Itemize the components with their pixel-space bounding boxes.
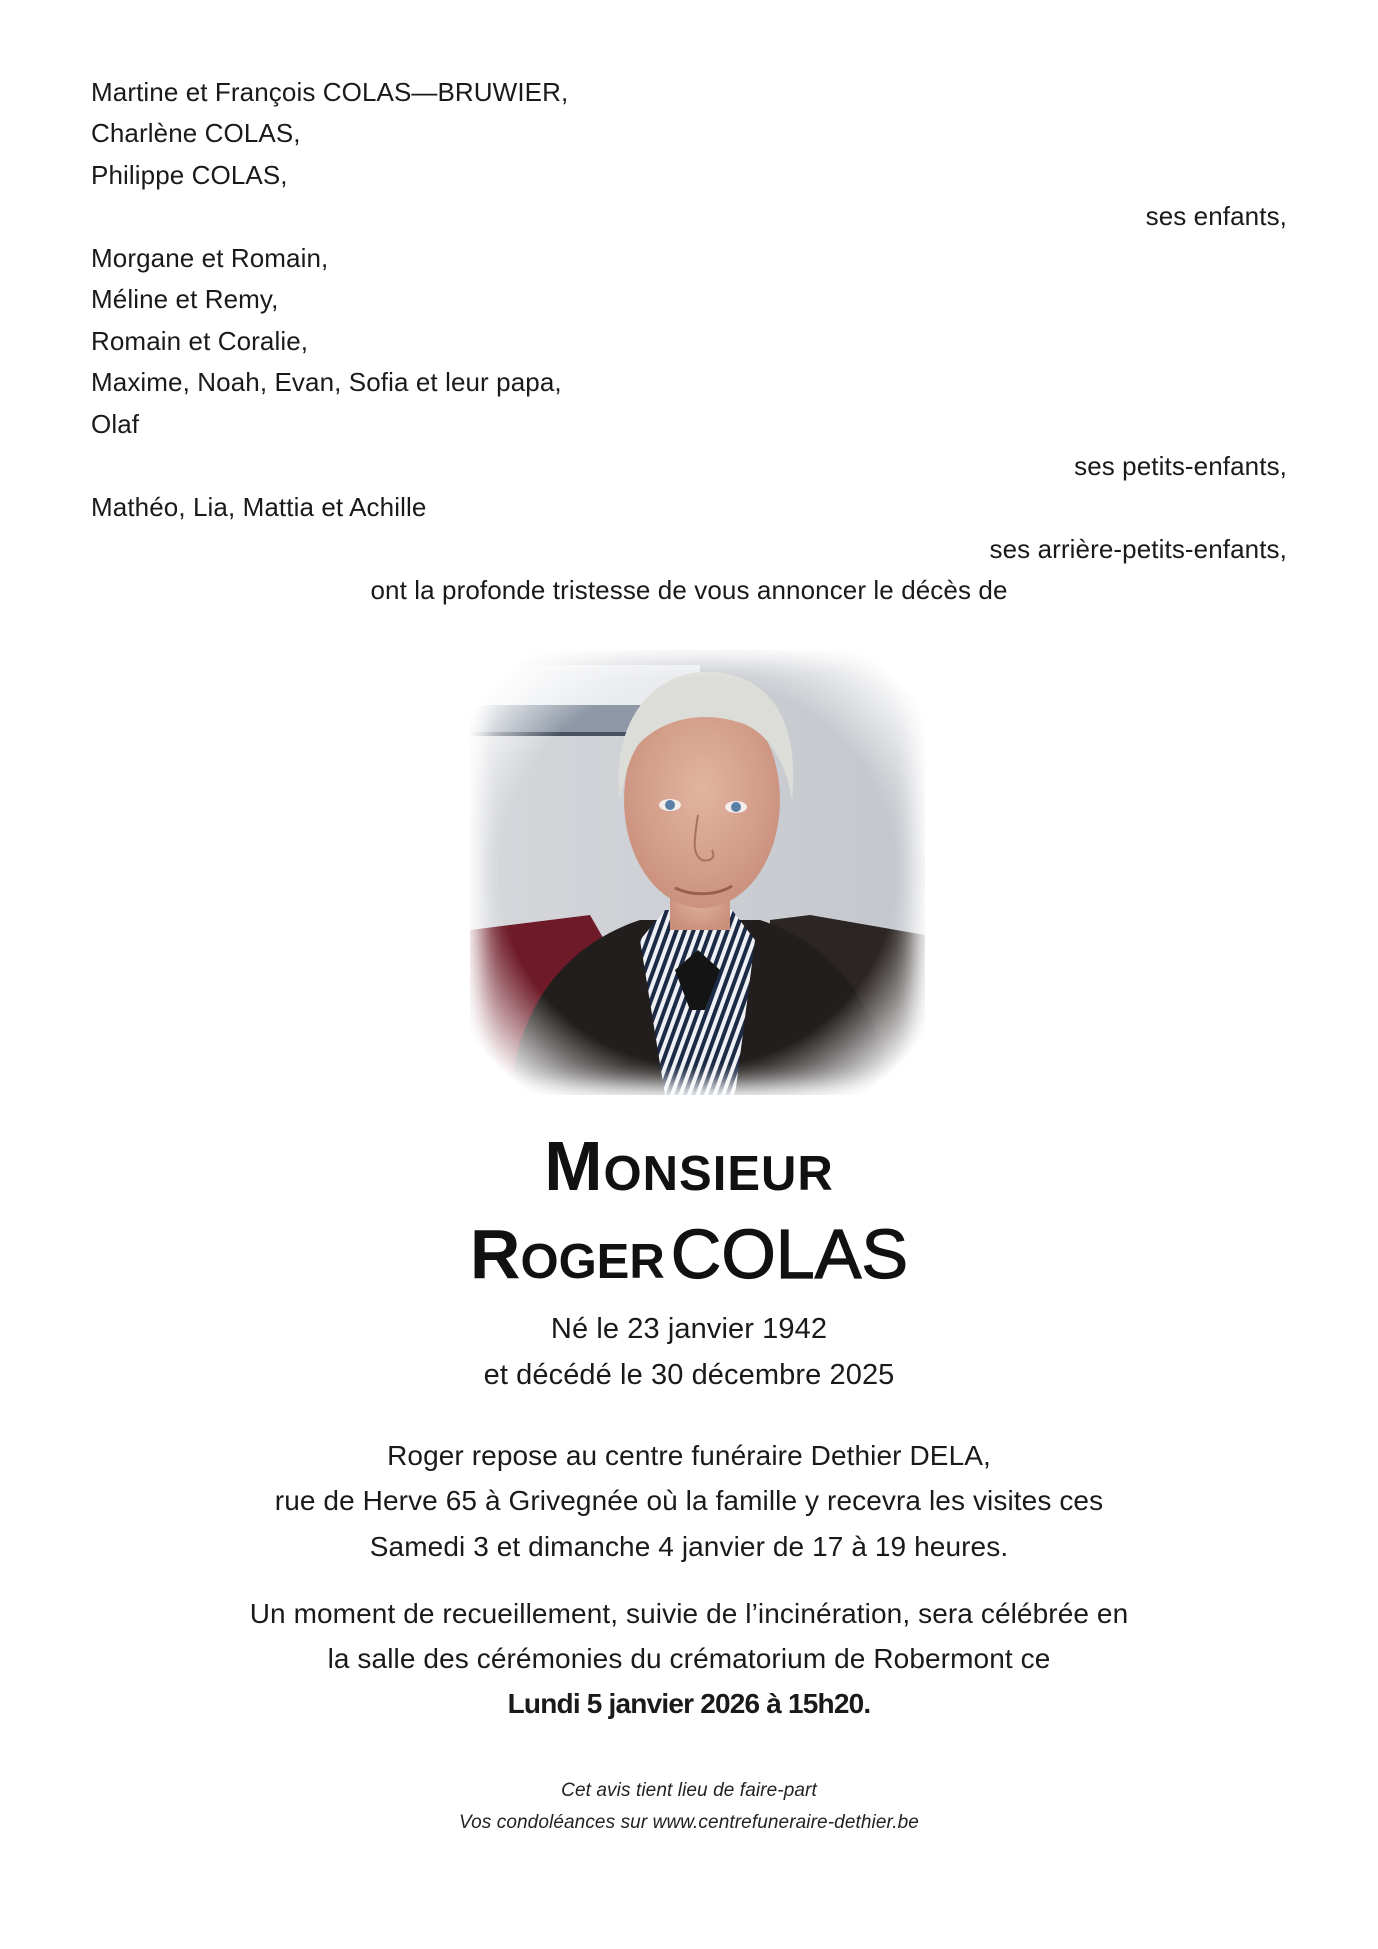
ceremony-line: la salle des cérémonies du crématorium de Robermont ce <box>327 1643 1051 1674</box>
great-grandchild-line: Mathéo, Lia, Mattia et Achille <box>91 492 427 522</box>
ceremony-date-time: Lundi 5 janvier 2026 à 15h20. <box>507 1688 871 1719</box>
footer-notice: Cet avis tient lieu de faire-part <box>561 1780 817 1801</box>
grandchild-line: Morgane et Romain, <box>91 243 329 273</box>
children-label: ses enfants, <box>1145 201 1287 231</box>
great-grandchildren-label: ses arrière-petits-enfants, <box>989 534 1287 564</box>
right-eye <box>731 802 741 812</box>
grandchild-line: Méline et Remy, <box>91 284 279 314</box>
portrait-illustration <box>470 650 925 1095</box>
grandchild-line: Maxime, Noah, Evan, Sofia et leur papa, <box>91 367 562 397</box>
announcement-text: ont la profonde tristesse de vous annoncer le décès de <box>370 575 1008 605</box>
child-line: Philippe COLAS, <box>91 160 288 190</box>
grandchild-line: Olaf <box>91 409 140 439</box>
birth-date: Né le 23 janvier 1942 <box>550 1313 828 1345</box>
portrait-photo <box>470 650 925 1095</box>
grandchildren-label: ses petits-enfants, <box>1074 451 1287 481</box>
left-eye <box>665 800 675 810</box>
footer-condolences: Vos condoléances sur www.centrefuneraire-dethier.be <box>459 1812 919 1833</box>
death-date: et décédé le 30 décembre 2025 <box>483 1359 895 1391</box>
child-line: Charlène COLAS, <box>91 118 301 148</box>
visitation-line: rue de Herve 65 à Grivegnée où la famille y recevra les visites ces <box>274 1485 1104 1516</box>
ceremony-line: Un moment de recueillement, suivie de l’incinération, sera célébrée en <box>249 1598 1129 1629</box>
grandchild-line: Romain et Coralie, <box>91 326 309 356</box>
last-name: COLAS <box>670 1215 909 1293</box>
visitation-line: Samedi 3 et dimanche 4 janvier de 17 à 19 heures. <box>369 1531 1009 1562</box>
deceased-name <box>0 1216 1378 1292</box>
child-line: Martine et François COLAS—BRUWIER, <box>91 77 569 107</box>
first-name: Roger <box>469 1215 665 1293</box>
visitation-line: Roger repose au centre funéraire Dethier DELA, <box>387 1440 991 1471</box>
honorific-title: Monsieur <box>544 1127 834 1205</box>
